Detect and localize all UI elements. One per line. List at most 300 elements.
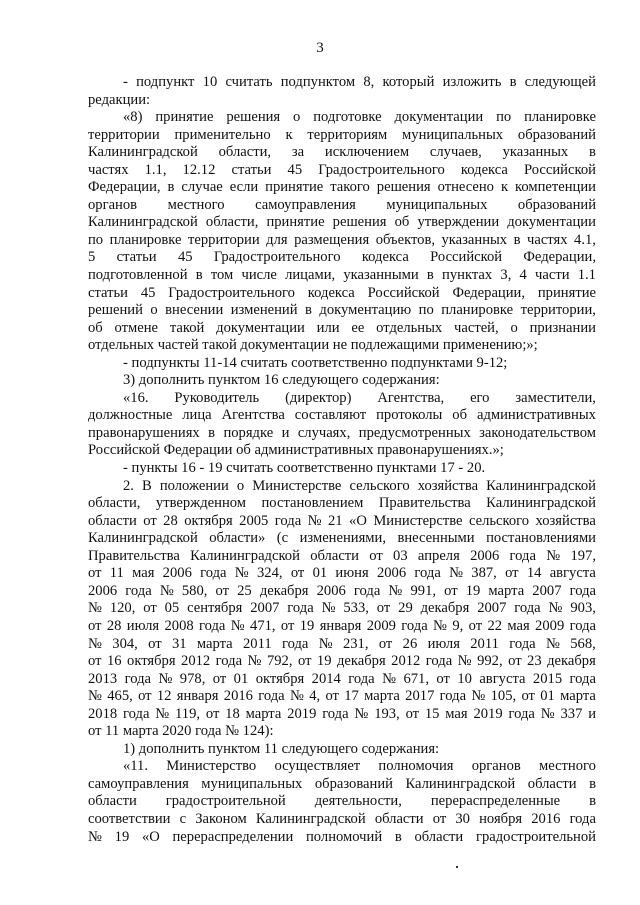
document-body [88, 74, 596, 846]
word: 3, [500, 267, 512, 284]
scan-speck [456, 866, 458, 868]
word: том [210, 267, 234, 284]
word: 2014 [311, 670, 341, 687]
word: от [212, 670, 227, 687]
word: года [287, 600, 314, 617]
word: 2006 [470, 547, 500, 564]
word: от [88, 617, 102, 634]
word: 992, [477, 653, 503, 670]
text-line [88, 197, 596, 215]
word: 01 [540, 688, 555, 705]
word: «8) [123, 109, 143, 126]
word: Калининградской [190, 547, 300, 564]
word: 23 [527, 653, 542, 670]
word: лица [182, 407, 212, 424]
word: № [88, 688, 102, 705]
word: 991, [410, 582, 437, 599]
word: принятие [155, 109, 214, 126]
word: должностные [88, 407, 173, 424]
word: 792, [266, 653, 293, 670]
word: считать [225, 74, 273, 90]
word: отнесено [437, 179, 494, 196]
word: года [414, 565, 441, 582]
word: заместители, [515, 389, 596, 406]
text-line [88, 758, 596, 776]
word: по [496, 109, 512, 126]
text-line: 3) дополнить пунктом 16 следующего содержания: [123, 372, 440, 389]
word: Российской [430, 249, 503, 266]
word: или [316, 319, 340, 336]
word: области [310, 547, 359, 564]
word: градостроительной [475, 828, 596, 845]
word: протоколы [376, 407, 443, 424]
word: октября [127, 653, 176, 670]
word: 2015 [532, 670, 563, 687]
word: 4 [519, 267, 527, 284]
word: Правительства [88, 547, 180, 564]
word: года [199, 617, 226, 634]
word: ее [351, 319, 365, 336]
text-line [88, 495, 596, 513]
word: хозяйства [417, 477, 479, 494]
word: 2007 [532, 582, 562, 599]
text-line [88, 671, 596, 689]
word: мая [132, 565, 155, 582]
word: № [433, 617, 447, 634]
word: 19 [465, 582, 481, 599]
word: - [123, 74, 128, 90]
word: года [125, 582, 152, 599]
word: территории [88, 126, 160, 143]
word: образований [517, 196, 596, 213]
word: с [179, 810, 187, 827]
word: от [88, 653, 102, 670]
word: подготовленной [88, 267, 188, 284]
text-line [88, 214, 596, 232]
word: образований [517, 126, 596, 143]
text-line [88, 583, 596, 601]
word: об [394, 214, 410, 231]
word: к [500, 179, 509, 196]
word: от [290, 565, 305, 582]
word: Руководитель [174, 389, 260, 406]
word: 05 [164, 600, 180, 617]
word: Калининградской [486, 495, 596, 512]
word: 11 [109, 565, 124, 582]
word: принятие [265, 179, 324, 196]
word: образований [314, 775, 393, 792]
word: соответствии [88, 810, 171, 827]
word: территории, [520, 302, 596, 319]
text-line [88, 478, 596, 496]
word: о [150, 302, 158, 319]
word: 30 [455, 810, 470, 827]
word: № [88, 635, 102, 652]
text-line [88, 653, 596, 671]
word: 324, [257, 565, 283, 582]
word: 31 [171, 635, 187, 652]
word: года [569, 670, 596, 687]
text-line: 1) дополнить пунктом 11 следующего содержания: [123, 740, 440, 757]
word: 2006 [316, 582, 346, 599]
word: декабря [547, 653, 596, 670]
text-line [88, 179, 596, 197]
word: сельского [468, 512, 530, 529]
word: № [230, 617, 245, 634]
word: статьи [231, 161, 272, 178]
word: самоуправления [88, 775, 189, 792]
word: статьи [88, 284, 128, 301]
word: области [88, 512, 137, 529]
word: 45 [287, 161, 303, 178]
text-line [88, 513, 596, 531]
word: марта [560, 688, 596, 705]
word: Калининградской [88, 144, 198, 161]
word: от [521, 688, 535, 705]
word: № [548, 600, 563, 617]
word: утвержденном [155, 495, 247, 512]
word: года [353, 582, 381, 599]
word: 12 [156, 688, 172, 705]
word: № [546, 547, 561, 564]
text-line [88, 302, 596, 320]
word: 19 [299, 617, 315, 634]
word: случаев, [429, 144, 482, 161]
word: муниципальных [386, 196, 488, 213]
word: октября [184, 512, 233, 529]
word: Градостроительного [168, 284, 295, 301]
word: муниципальных [402, 126, 504, 143]
word: постановлениями [486, 530, 596, 547]
word: пунктах [442, 267, 493, 284]
word: июня [335, 565, 369, 582]
word: по [418, 302, 434, 319]
word: № [457, 653, 472, 670]
word: 26 [402, 635, 418, 652]
word: внесении [165, 302, 224, 319]
word: 2019 [287, 705, 317, 722]
word: 8, [363, 74, 375, 90]
word: ноября [479, 810, 523, 827]
word: 2005 [239, 512, 269, 529]
word: 2. [123, 477, 134, 494]
word: 22 [487, 617, 503, 634]
word: 471, [250, 617, 276, 634]
word: области [414, 828, 464, 845]
word: № [307, 512, 322, 529]
text-line: - пункты 16 - 19 считать соответственно пунктами 17 - 20. [123, 460, 486, 477]
word: полномочия [378, 758, 454, 775]
word: кодекса [361, 249, 409, 266]
word: Градостроительного [213, 249, 341, 266]
word: органов [471, 758, 521, 775]
word: 105, [490, 688, 517, 705]
word: области [374, 810, 424, 827]
text-line [88, 232, 596, 250]
word: принятие [266, 214, 325, 231]
word: 2017 [405, 688, 435, 705]
word: 15 [424, 705, 440, 722]
text-line: Российской Федерации об административных правонарушениях.»; [88, 442, 504, 459]
word: 2013 [88, 670, 118, 687]
word: самоуправления [255, 196, 356, 213]
word: объектов, [375, 231, 435, 248]
word: в [589, 144, 596, 161]
word: «О [349, 512, 367, 529]
word: года [569, 582, 596, 599]
word: Калининградской [88, 530, 198, 547]
word: от [143, 600, 157, 617]
word: правонарушениях [88, 424, 200, 441]
word: Российской [524, 161, 596, 178]
word: от [468, 617, 483, 634]
word: Калининградской [88, 214, 198, 231]
word: года [123, 705, 150, 722]
word: года [401, 617, 428, 634]
word: 2006 [88, 582, 118, 599]
word: 25 [237, 582, 252, 599]
word: области, [88, 495, 141, 512]
word: предусмотренных [358, 424, 471, 441]
word: кодекса [460, 161, 508, 178]
word: положении [159, 477, 229, 494]
word: 2016 [223, 688, 253, 705]
word: документации [394, 109, 484, 126]
word: 01 [312, 565, 328, 582]
word: № [234, 565, 249, 582]
word: года [509, 635, 536, 652]
text-line [88, 320, 596, 338]
text-line [88, 249, 596, 267]
word: документацию [319, 302, 412, 319]
word: 4, [309, 688, 321, 705]
word: 2007 [250, 600, 280, 617]
word: 01 [233, 670, 249, 687]
word: 14 [526, 565, 542, 582]
word: документации [507, 214, 596, 231]
text-line: от 11 марта 2020 года № 124): [88, 723, 274, 740]
word: № [88, 828, 102, 845]
word: от [444, 582, 458, 599]
word: 120, [109, 600, 136, 617]
word: Калининградской [255, 810, 366, 827]
word: № [318, 635, 333, 652]
word: 18 [225, 705, 240, 722]
word: Министерстве [252, 477, 342, 494]
word: статьи [116, 249, 157, 266]
word: отмене [114, 319, 159, 336]
word: документации [216, 319, 305, 336]
word: марта [245, 705, 282, 722]
word: к [285, 126, 293, 143]
word: градостроительной [165, 793, 286, 810]
text-line [88, 144, 596, 162]
word: 2008 [164, 617, 194, 634]
word: следующей [524, 74, 596, 90]
word: составляют [294, 407, 367, 424]
word: такого [330, 179, 370, 196]
word: по [88, 231, 104, 248]
word: Министерство [166, 758, 257, 775]
word: апреля [417, 547, 460, 564]
word: 4.1, [574, 231, 596, 248]
word: Калининградской [486, 477, 596, 494]
word: хозяйства [535, 512, 596, 529]
word: области, [205, 214, 259, 231]
word: 45 [140, 284, 156, 301]
text-line [88, 267, 596, 285]
word: местного [167, 196, 225, 213]
word: года [569, 810, 596, 827]
word: 17 [344, 688, 359, 705]
word: Градостроительного [318, 161, 445, 178]
text-line [88, 600, 596, 618]
word: области [527, 775, 577, 792]
word: лицами, [285, 267, 336, 284]
word: полномочий [306, 828, 383, 845]
word: 10 [202, 74, 218, 90]
word: 03 [393, 547, 408, 564]
word: территории [188, 231, 260, 248]
word: компетенции [515, 179, 596, 196]
text-line [88, 636, 596, 654]
word: от [148, 635, 162, 652]
word: органов [88, 196, 138, 213]
word: «11. [123, 758, 148, 775]
word: постановлением [261, 495, 364, 512]
word: от [325, 688, 339, 705]
word: 978, [179, 670, 206, 687]
page-number: 3 [316, 40, 324, 56]
word: изменений [230, 302, 298, 319]
word: числе [241, 267, 277, 284]
word: решений [88, 302, 143, 319]
word: от [138, 688, 152, 705]
word: Федерации, [88, 179, 161, 196]
word: «О [141, 828, 160, 845]
word: в [426, 267, 434, 284]
word: планировке [441, 302, 514, 319]
word: частей, [454, 319, 499, 336]
word: отдельных [376, 319, 443, 336]
word: об [452, 407, 468, 424]
word: 465, [107, 688, 133, 705]
word: подпунктом [280, 74, 356, 90]
word: случае [181, 179, 223, 196]
word: решения [376, 179, 431, 196]
word: января [176, 688, 219, 705]
word: частях [88, 161, 129, 178]
word: марта [196, 635, 233, 652]
word: № [449, 565, 463, 582]
word: 9, [452, 617, 464, 634]
text-line [88, 127, 596, 145]
word: № [158, 670, 173, 687]
word: такой [169, 319, 205, 336]
word: об [88, 319, 103, 336]
word: административных [476, 407, 596, 424]
word: года [514, 600, 541, 617]
word: 28 [163, 512, 178, 529]
word: указанных [441, 231, 508, 248]
word: августа [549, 565, 596, 582]
word: деятельности, [314, 793, 402, 810]
word: года [425, 653, 453, 670]
word: 19 [316, 653, 332, 670]
word: 5 [88, 249, 96, 266]
text-line [88, 74, 596, 92]
text-line [88, 688, 596, 706]
word: марта [488, 582, 525, 599]
word: (директор) [285, 389, 352, 406]
word: от [508, 653, 522, 670]
word: утверждении [417, 214, 500, 231]
word: Агентства, [377, 389, 445, 406]
text-line [88, 618, 596, 636]
text-line [88, 407, 596, 425]
word: законодательством [479, 424, 596, 441]
word: 193, [374, 705, 400, 722]
word: сельского [349, 477, 410, 494]
word: Агентства [221, 407, 285, 424]
word: признании [529, 319, 596, 336]
word: в [195, 267, 203, 284]
word: 568, [570, 635, 596, 652]
word: мая [507, 617, 530, 634]
word: в [513, 231, 521, 248]
word: от [369, 547, 383, 564]
word: и [281, 424, 290, 441]
word: для [266, 231, 288, 248]
word: перераспределении [172, 828, 294, 845]
word: 533, [343, 600, 369, 617]
word: о [293, 109, 301, 126]
word: от [280, 617, 295, 634]
word: 12.12 [182, 161, 216, 178]
word: исключением [324, 144, 410, 161]
word: 10 [457, 670, 472, 687]
word: осуществляет [274, 758, 361, 775]
word: части [535, 267, 570, 284]
word: № [540, 705, 555, 722]
word: от [405, 705, 420, 722]
text-line [88, 548, 596, 566]
word: за [291, 144, 305, 161]
word: принятие [537, 284, 596, 301]
word: года [258, 688, 285, 705]
word: № [471, 688, 486, 705]
word: его [470, 389, 490, 406]
word: июля [126, 617, 160, 634]
word: планировке [109, 231, 182, 248]
word: года [508, 705, 535, 722]
word: от [205, 705, 220, 722]
word: о [510, 319, 518, 336]
word: года [215, 653, 243, 670]
word: года [348, 670, 375, 687]
word: изменениями, [299, 530, 386, 547]
word: марта [364, 688, 400, 705]
word: 119, [175, 705, 201, 722]
word: № [88, 600, 102, 617]
word: 387, [471, 565, 497, 582]
word: мая [445, 705, 468, 722]
word: года [281, 635, 309, 652]
word: 1.1 [577, 267, 596, 284]
word: Правительства [378, 495, 471, 512]
text-line [88, 162, 596, 180]
word: 2012 [391, 653, 421, 670]
